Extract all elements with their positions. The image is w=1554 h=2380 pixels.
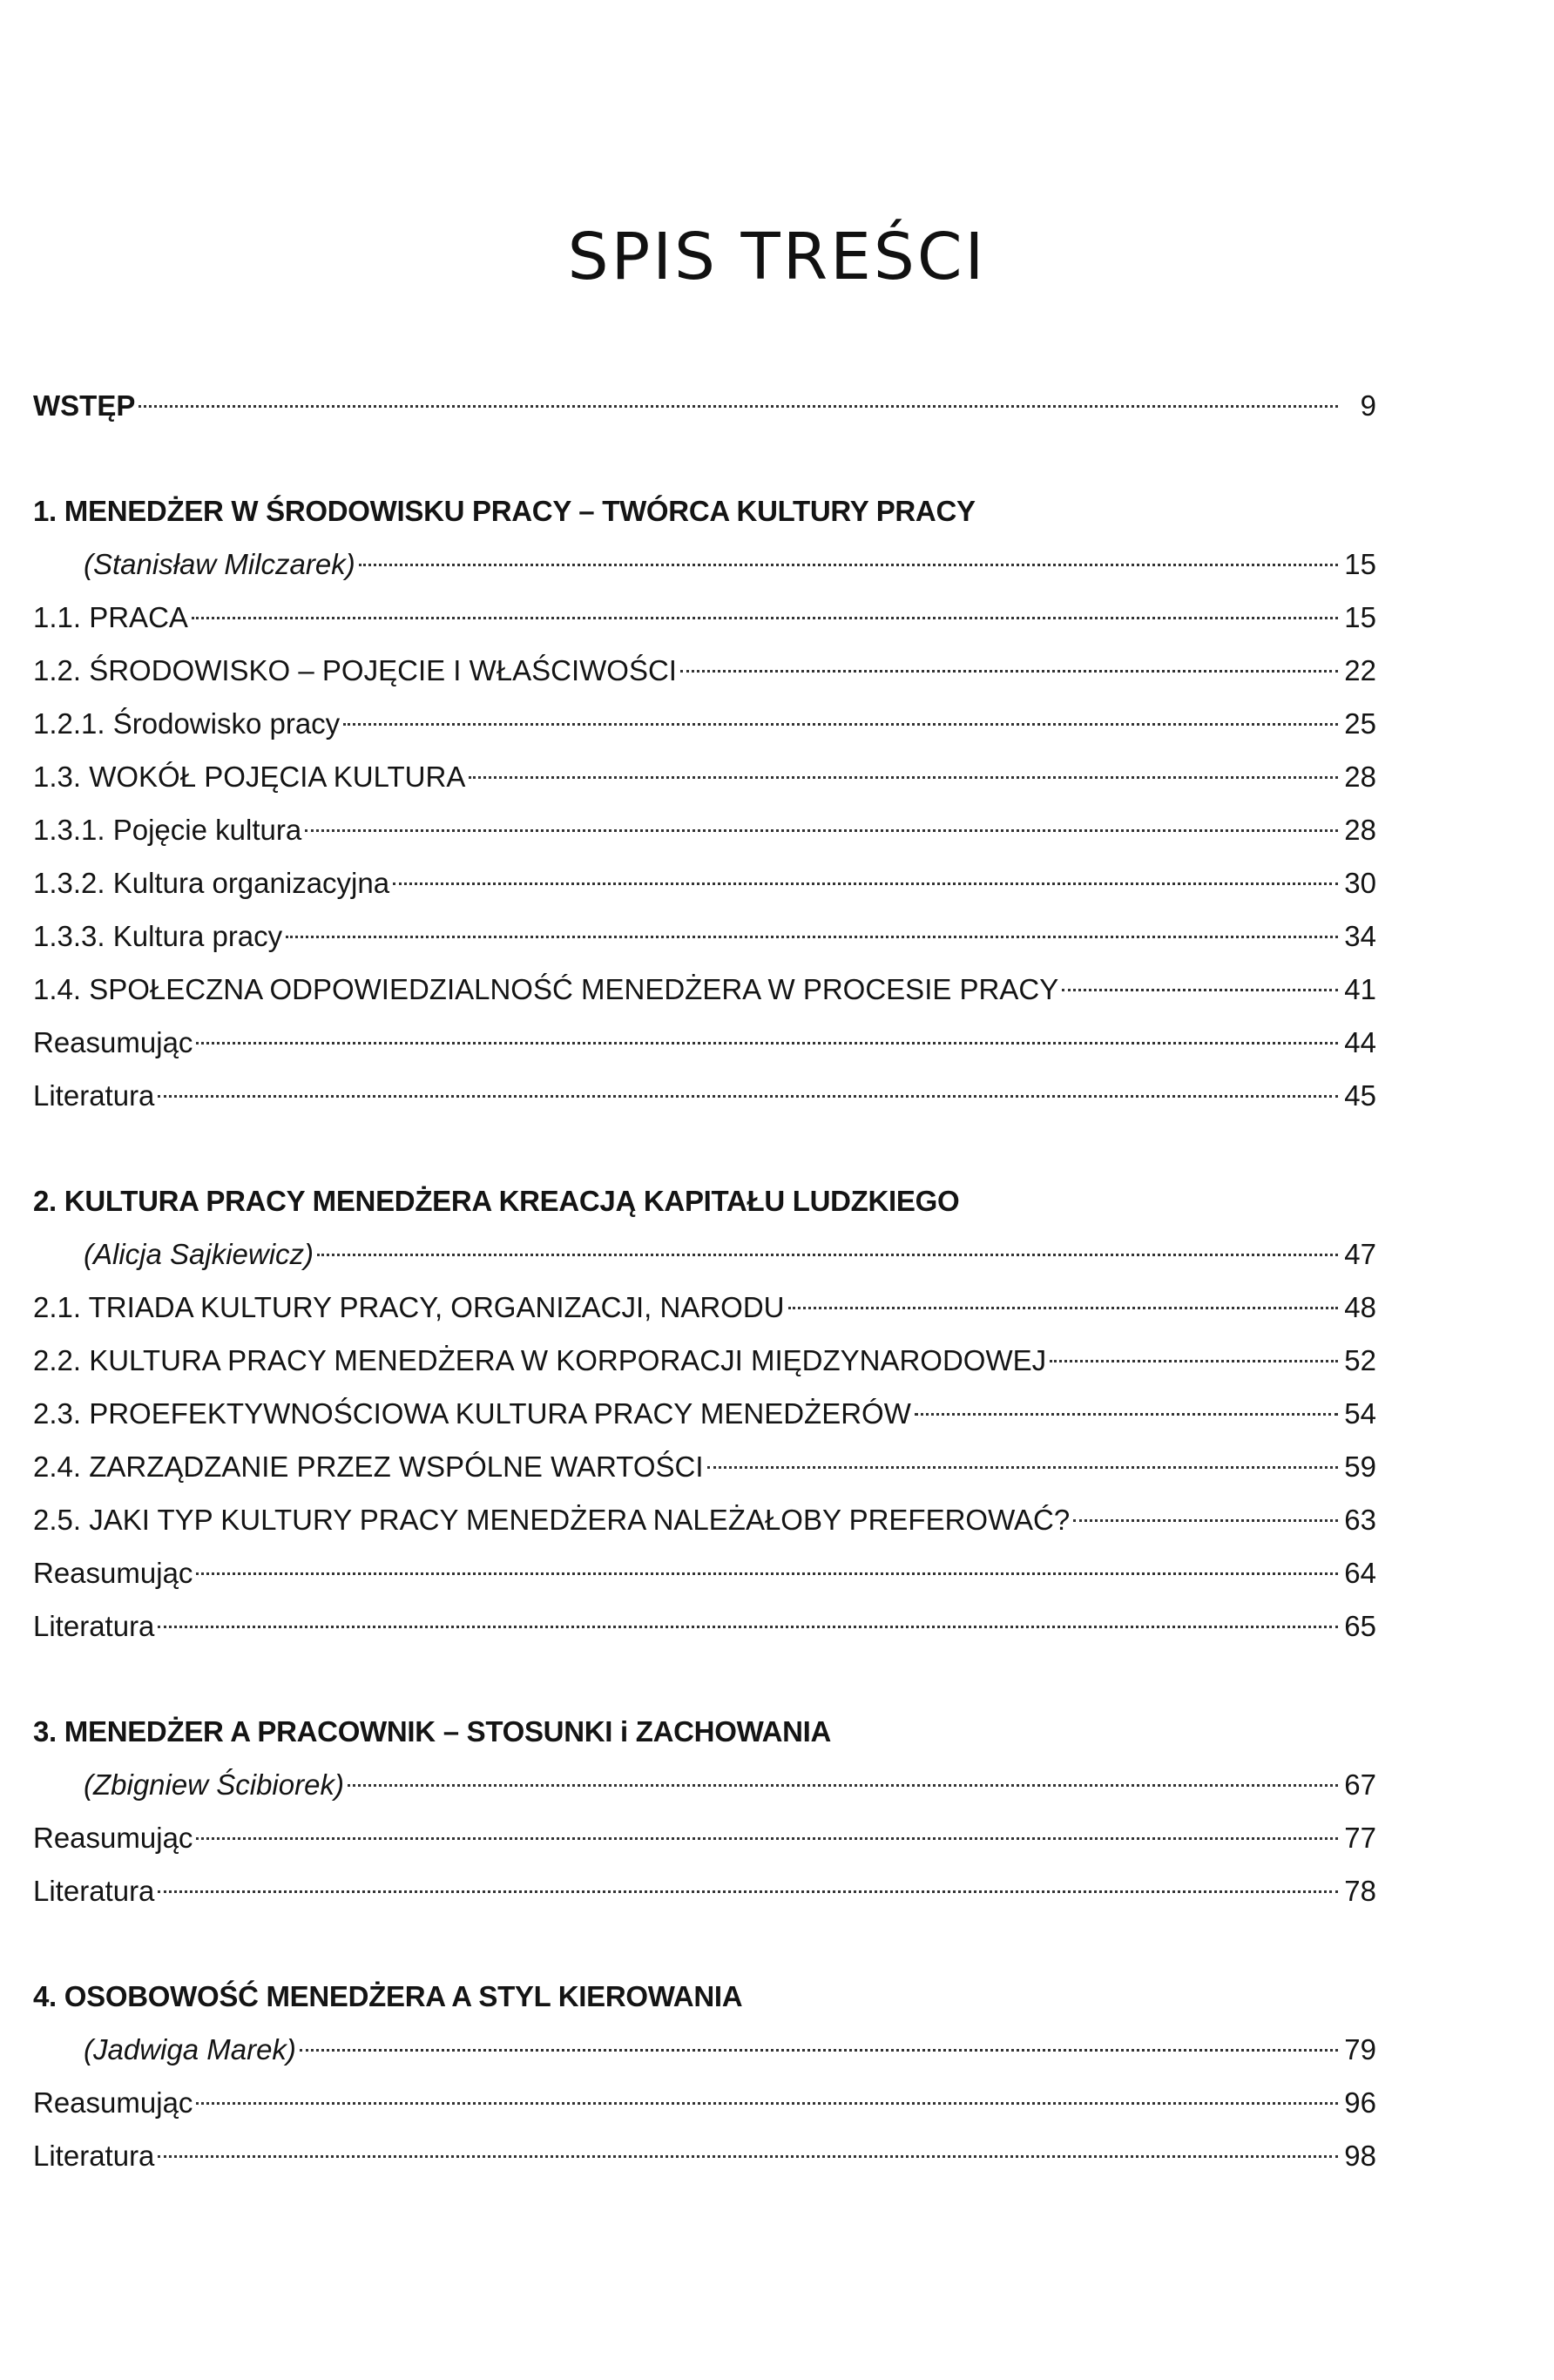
- dot-leader: [1073, 1519, 1338, 1522]
- toc-entry-label: WSTĘP: [33, 389, 136, 422]
- toc-entry-label: Literatura: [33, 1610, 155, 1642]
- toc-entry: [33, 963, 1376, 1016]
- toc-entry: [33, 1864, 1376, 1917]
- toc-entry-page: 41: [1344, 973, 1376, 1005]
- toc-entry-label: 2.4. ZARZĄDZANIE PRZEZ WSPÓLNE WARTOŚCI: [33, 1450, 704, 1483]
- toc-entry-label: 2.3. PROEFEKTYWNOŚCIOWA KULTURA PRACY MENEDŻERÓW: [33, 1397, 911, 1430]
- toc-entry: [33, 803, 1376, 856]
- section-gap: [33, 432, 1376, 484]
- toc-entry: [33, 1599, 1376, 1653]
- toc-entry-page: 30: [1344, 867, 1376, 899]
- toc-entry-page: 22: [1344, 654, 1376, 686]
- dot-leader: [680, 670, 1338, 673]
- toc-entry-label: 2.1. TRIADA KULTURY PRACY, ORGANIZACJI, NARODU: [33, 1291, 785, 1323]
- dot-leader: [788, 1307, 1339, 1309]
- section-gap: [33, 1653, 1376, 1705]
- toc-entry-label: 2.5. JAKI TYP KULTURY PRACY MENEDŻERA NALEŻAŁOBY PREFEROWAĆ?: [33, 1504, 1071, 1536]
- toc-entry: [33, 1069, 1376, 1122]
- toc-entry-label: 1.4. SPOŁECZNA ODPOWIEDZIALNOŚĆ MENEDŻERA W PROCESIE PRACY: [33, 973, 1059, 1005]
- dot-leader: [196, 1572, 1338, 1575]
- toc-entry-label: Reasumując: [33, 1026, 193, 1058]
- dot-leader: [915, 1413, 1338, 1416]
- dot-leader: [158, 1095, 1338, 1098]
- toc-entry-page: 52: [1344, 1344, 1376, 1376]
- toc-entry-page: 48: [1344, 1291, 1376, 1323]
- dot-leader: [192, 617, 1338, 619]
- toc-entry-label: 1.2. ŚRODOWISKO – POJĘCIE I WŁAŚCIWOŚCI: [33, 654, 677, 686]
- toc-entry-page: 45: [1344, 1079, 1376, 1112]
- table-of-contents: [33, 379, 1376, 2182]
- chapter-heading: 3. MENEDŻER A PRACOWNIK – STOSUNKI i ZACHOWANIA: [33, 1715, 832, 1748]
- toc-entry-page: 78: [1344, 1875, 1376, 1907]
- toc-entry: [33, 909, 1376, 963]
- toc-entry-page: 47: [1344, 1238, 1376, 1270]
- dot-leader: [348, 1784, 1338, 1787]
- dot-leader: [158, 2155, 1338, 2158]
- toc-entry-page: 65: [1344, 1610, 1376, 1642]
- toc-entry: [33, 697, 1376, 750]
- dot-leader: [359, 564, 1338, 566]
- dot-leader: [707, 1466, 1338, 1469]
- toc-entry-label: 1.3. WOKÓŁ POJĘCIA KULTURA: [33, 761, 466, 793]
- toc-entry: [33, 1016, 1376, 1069]
- toc-entry: [33, 644, 1376, 697]
- dot-leader: [196, 1042, 1338, 1045]
- dot-leader: [286, 936, 1338, 938]
- dot-leader: [1062, 989, 1338, 991]
- toc-entry: [33, 1546, 1376, 1599]
- chapter-author: [33, 1758, 1376, 1811]
- toc-entry: [33, 591, 1376, 644]
- chapter-author: [33, 538, 1376, 591]
- section-gap: [33, 1917, 1376, 1970]
- toc-entry-page: 67: [1344, 1768, 1376, 1801]
- dot-leader: [300, 2049, 1338, 2052]
- toc-entry-page: 96: [1344, 2086, 1376, 2119]
- toc-entry-page: 79: [1344, 2033, 1376, 2066]
- toc-entry-page: 98: [1344, 2140, 1376, 2172]
- chapter-author: [33, 2023, 1376, 2076]
- dot-leader: [317, 1254, 1338, 1256]
- author-name: (Jadwiga Marek): [84, 2033, 296, 2066]
- toc-entry-label: 1.3.3. Kultura pracy: [33, 920, 283, 952]
- dot-leader: [305, 829, 1338, 832]
- toc-entry-page: 15: [1344, 601, 1376, 633]
- toc-entry: [33, 1281, 1376, 1334]
- toc-entry-label: Literatura: [33, 1079, 155, 1112]
- toc-entry-label: Reasumując: [33, 1557, 193, 1589]
- dot-leader: [139, 405, 1338, 408]
- toc-entry: [33, 750, 1376, 803]
- toc-entry: [33, 2129, 1376, 2182]
- toc-entry-label: Literatura: [33, 1875, 155, 1907]
- toc-entry: [33, 1387, 1376, 1440]
- toc-entry: [33, 1493, 1376, 1546]
- toc-entry-page: 59: [1344, 1450, 1376, 1483]
- toc-entry: [33, 2076, 1376, 2129]
- toc-entry-wstep: [33, 379, 1376, 432]
- author-name: (Alicja Sajkiewicz): [84, 1238, 314, 1270]
- toc-entry-label: 1.2.1. Środowisko pracy: [33, 707, 341, 740]
- toc-entry-page: 44: [1344, 1026, 1376, 1058]
- chapter-heading: 1. MENEDŻER W ŚRODOWISKU PRACY – TWÓRCA KULTURY PRACY: [33, 495, 976, 527]
- toc-entry-label: 1.3.1. Pojęcie kultura: [33, 814, 302, 846]
- page-title: SPIS TREŚCI: [567, 220, 987, 294]
- toc-entry-label: 1.1. PRACA: [33, 601, 188, 633]
- dot-leader: [196, 1837, 1338, 1840]
- toc-entry: [33, 1811, 1376, 1864]
- toc-entry: [33, 1334, 1376, 1387]
- dot-leader: [343, 723, 1338, 726]
- chapter-heading: 2. KULTURA PRACY MENEDŻERA KREACJĄ KAPITAŁU LUDZKIEGO: [33, 1185, 960, 1217]
- toc-entry-page: 28: [1344, 814, 1376, 846]
- toc-entry-page: 9: [1360, 389, 1376, 422]
- toc-entry-page: 54: [1344, 1397, 1376, 1430]
- chapter-heading: 4. OSOBOWOŚĆ MENEDŻERA A STYL KIEROWANIA: [33, 1980, 743, 2012]
- dot-leader: [158, 1890, 1338, 1893]
- toc-entry-label: Reasumując: [33, 2086, 193, 2119]
- toc-entry: [33, 856, 1376, 909]
- dot-leader: [393, 882, 1338, 885]
- toc-entry-page: 64: [1344, 1557, 1376, 1589]
- author-name: (Stanisław Milczarek): [84, 548, 355, 580]
- toc-entry-label: Literatura: [33, 2140, 155, 2172]
- dot-leader: [196, 2102, 1338, 2105]
- toc-entry: [33, 1440, 1376, 1493]
- toc-entry-page: 25: [1344, 707, 1376, 740]
- toc-entry-label: Reasumując: [33, 1822, 193, 1854]
- toc-entry-label: 1.3.2. Kultura organizacyjna: [33, 867, 390, 899]
- section-gap: [33, 1122, 1376, 1174]
- author-name: (Zbigniew Ścibiorek): [84, 1768, 344, 1801]
- toc-entry-page: 34: [1344, 920, 1376, 952]
- chapter-author: [33, 1227, 1376, 1281]
- dot-leader: [469, 776, 1338, 779]
- dot-leader: [1050, 1360, 1338, 1362]
- dot-leader: [158, 1626, 1338, 1628]
- toc-entry-label: 2.2. KULTURA PRACY MENEDŻERA W KORPORACJI MIĘDZYNARODOWEJ: [33, 1344, 1047, 1376]
- toc-entry-page: 77: [1344, 1822, 1376, 1854]
- toc-entry-page: 28: [1344, 761, 1376, 793]
- toc-entry-page: 15: [1344, 548, 1376, 580]
- toc-entry-page: 63: [1344, 1504, 1376, 1536]
